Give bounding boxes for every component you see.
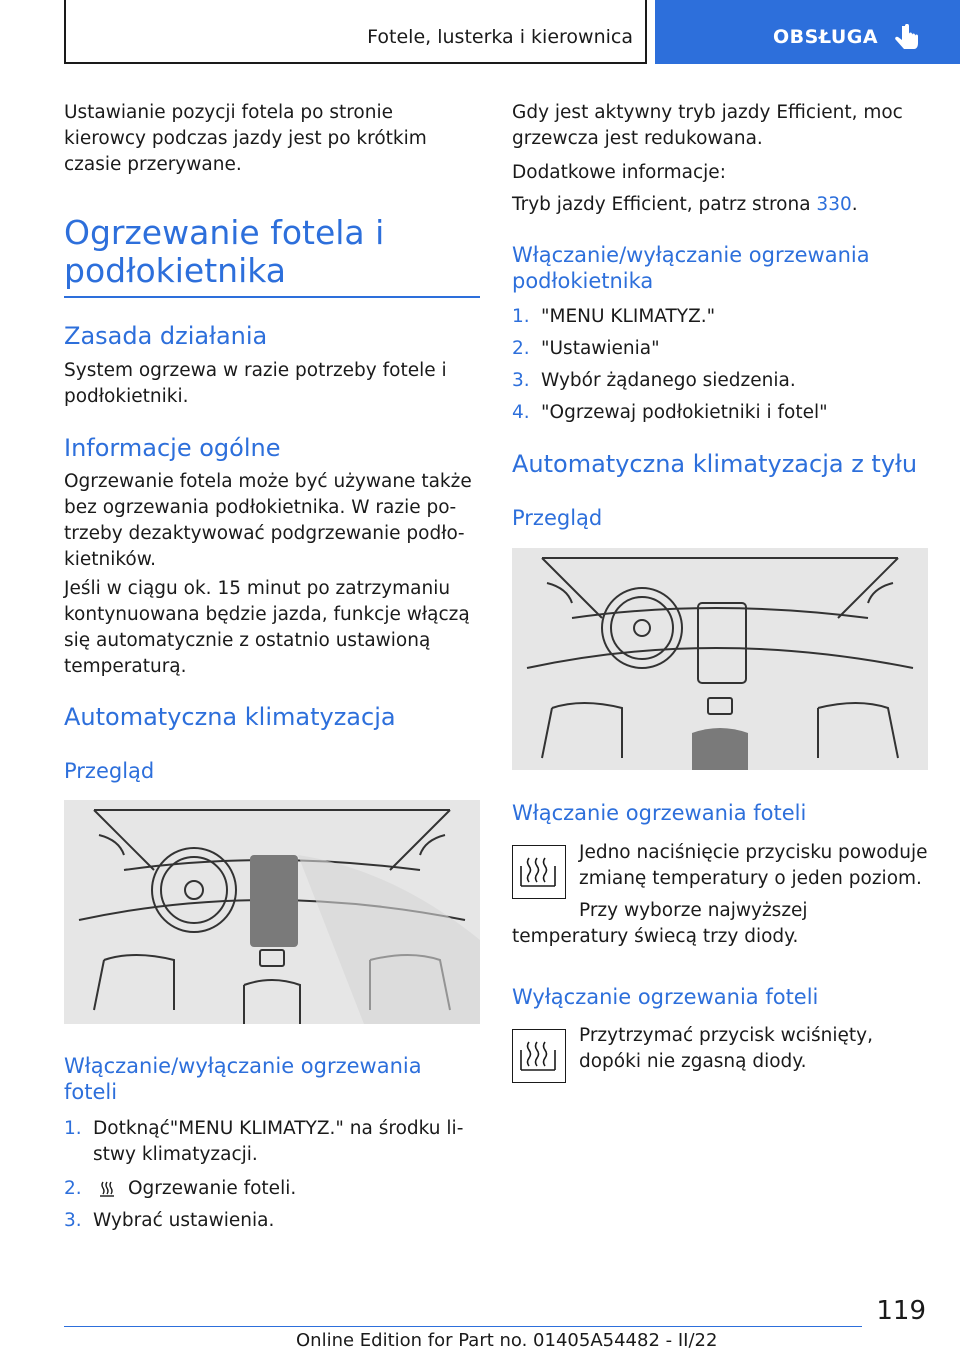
step-number: 3. bbox=[64, 1210, 82, 1231]
principle-heading: Zasada działania bbox=[64, 322, 268, 350]
step-text: Ogrzewanie foteli. bbox=[128, 1178, 297, 1199]
on-paragraph-1 bbox=[579, 840, 928, 892]
page-number: 119 bbox=[876, 1296, 926, 1326]
step-text: "Ustawienia" bbox=[541, 338, 660, 359]
chapter-tab[interactable] bbox=[655, 0, 960, 64]
auto-ac-section bbox=[64, 703, 480, 731]
footer-rule bbox=[64, 1326, 862, 1327]
general-paragraph-1 bbox=[64, 469, 480, 573]
toggle-heading: Włączanie/wyłączanie ogrzewania foteli bbox=[64, 1054, 422, 1104]
step-number: 2. bbox=[512, 338, 530, 359]
off-section bbox=[512, 984, 928, 1010]
rear-ac-section bbox=[512, 450, 928, 478]
seat-heating-icon bbox=[97, 1179, 117, 1199]
intro-paragraph bbox=[64, 100, 480, 178]
principle-section bbox=[64, 322, 480, 350]
principle-text: System ogrzewa w razie potrzeby fotele i podłokietniki. bbox=[64, 360, 447, 407]
on-heading: Włączanie ogrzewania foteli bbox=[512, 801, 807, 825]
main-heading-line-1: Ogrzewanie fotela i bbox=[64, 213, 385, 252]
general-text-2: Jeśli w ciągu ok. 15 minut po zatrzymaniu kontynuowana będzie jazda, funkcje włączą się automatycznie z ostatnio ustawioną temperaturą. bbox=[64, 578, 470, 677]
auto-ac-heading: Automatyczna klimatyzacja bbox=[64, 703, 396, 731]
intro-text: Ustawianie pozycji fotela po stronie kierowcy podczas jazdy jest po krótkim czasie przerywane. bbox=[64, 102, 427, 175]
step-number: 1. bbox=[512, 306, 530, 327]
more-info-paragraph bbox=[512, 160, 928, 186]
page-ref-link[interactable]: 330 bbox=[816, 194, 852, 215]
step-number: 3. bbox=[512, 370, 530, 391]
on-text-2: Przy wyborze najwyższej temperatury świecą trzy diody. bbox=[512, 900, 808, 947]
overview-section bbox=[64, 758, 480, 784]
rear-dashboard-illustration bbox=[512, 548, 928, 770]
chapter-label: OBSŁUGA bbox=[773, 26, 879, 48]
off-text: Przytrzymać przycisk wciśnięty, dopóki nie zgasną diody. bbox=[579, 1025, 873, 1072]
rear-overview-heading: Przegląd bbox=[512, 506, 603, 530]
dashboard-illustration bbox=[64, 800, 480, 1024]
general-text-1: Ogrzewanie fotela może być używane także bez ogrzewania podłokietnika. W razie potrzeby dezaktywować podgrzewanie podłokietników. bbox=[64, 471, 472, 570]
toggle-section bbox=[64, 1053, 480, 1105]
seat-heat-button-icon[interactable] bbox=[512, 1029, 566, 1083]
on-text-1: Jedno naciśnięcie przycisku powoduje zmianę temperatury o jeden poziom. bbox=[579, 842, 928, 889]
step-text: "Ogrzewaj podłokietniki i fotel" bbox=[541, 402, 828, 423]
heading-rule bbox=[64, 296, 480, 298]
step-text: Dotknąć"MENU KLIMATYZ." na środku listwy klimatyzacji. bbox=[93, 1118, 464, 1165]
more-info-text: Dodatkowe informacje: bbox=[512, 162, 726, 183]
step-number: 4. bbox=[512, 402, 530, 423]
overview-heading: Przegląd bbox=[64, 759, 155, 783]
principle-paragraph bbox=[64, 358, 480, 410]
section-title: Fotele, lusterka i kierownica bbox=[367, 26, 633, 48]
ref-paragraph bbox=[512, 192, 928, 218]
general-heading: Informacje ogólne bbox=[64, 434, 281, 462]
armrest-section bbox=[512, 242, 928, 294]
seat-heat-button-icon[interactable] bbox=[512, 845, 566, 899]
ref-end: . bbox=[851, 194, 858, 215]
efficient-paragraph bbox=[512, 100, 928, 152]
step-number: 2. bbox=[64, 1178, 82, 1199]
dashboard-figure-front bbox=[64, 800, 480, 1024]
header-section-box bbox=[64, 0, 647, 64]
main-heading bbox=[64, 214, 480, 290]
on-paragraph-2 bbox=[512, 898, 928, 950]
step-text: "MENU KLIMATYZ." bbox=[541, 306, 716, 327]
step-number: 1. bbox=[64, 1118, 82, 1139]
pointing-hand-icon bbox=[893, 24, 921, 54]
armrest-heading: Włączanie/wyłączanie ogrzewania podłokietnika bbox=[512, 243, 870, 293]
dashboard-figure-rear bbox=[512, 548, 928, 770]
general-paragraph-2 bbox=[64, 576, 480, 680]
main-heading-line-2: podłokietnika bbox=[64, 251, 287, 290]
general-section bbox=[64, 434, 480, 462]
off-heading: Wyłączanie ogrzewania foteli bbox=[512, 985, 819, 1009]
ref-text: Tryb jazdy Efficient, patrz strona bbox=[512, 194, 817, 215]
step-text: Wybór żądanego siedzenia. bbox=[541, 370, 796, 391]
efficient-text: Gdy jest aktywny tryb jazdy Efficient, moc grzewcza jest redukowana. bbox=[512, 102, 903, 149]
on-section bbox=[512, 800, 928, 826]
off-paragraph bbox=[579, 1023, 928, 1075]
step-text: Wybrać ustawienia. bbox=[93, 1210, 275, 1231]
rear-ac-heading: Automatyczna klimatyzacja z tyłu bbox=[512, 450, 918, 478]
footer-edition: Online Edition for Part no. 01405A54482 - II/22 bbox=[296, 1330, 718, 1351]
rear-overview-section bbox=[512, 505, 928, 531]
